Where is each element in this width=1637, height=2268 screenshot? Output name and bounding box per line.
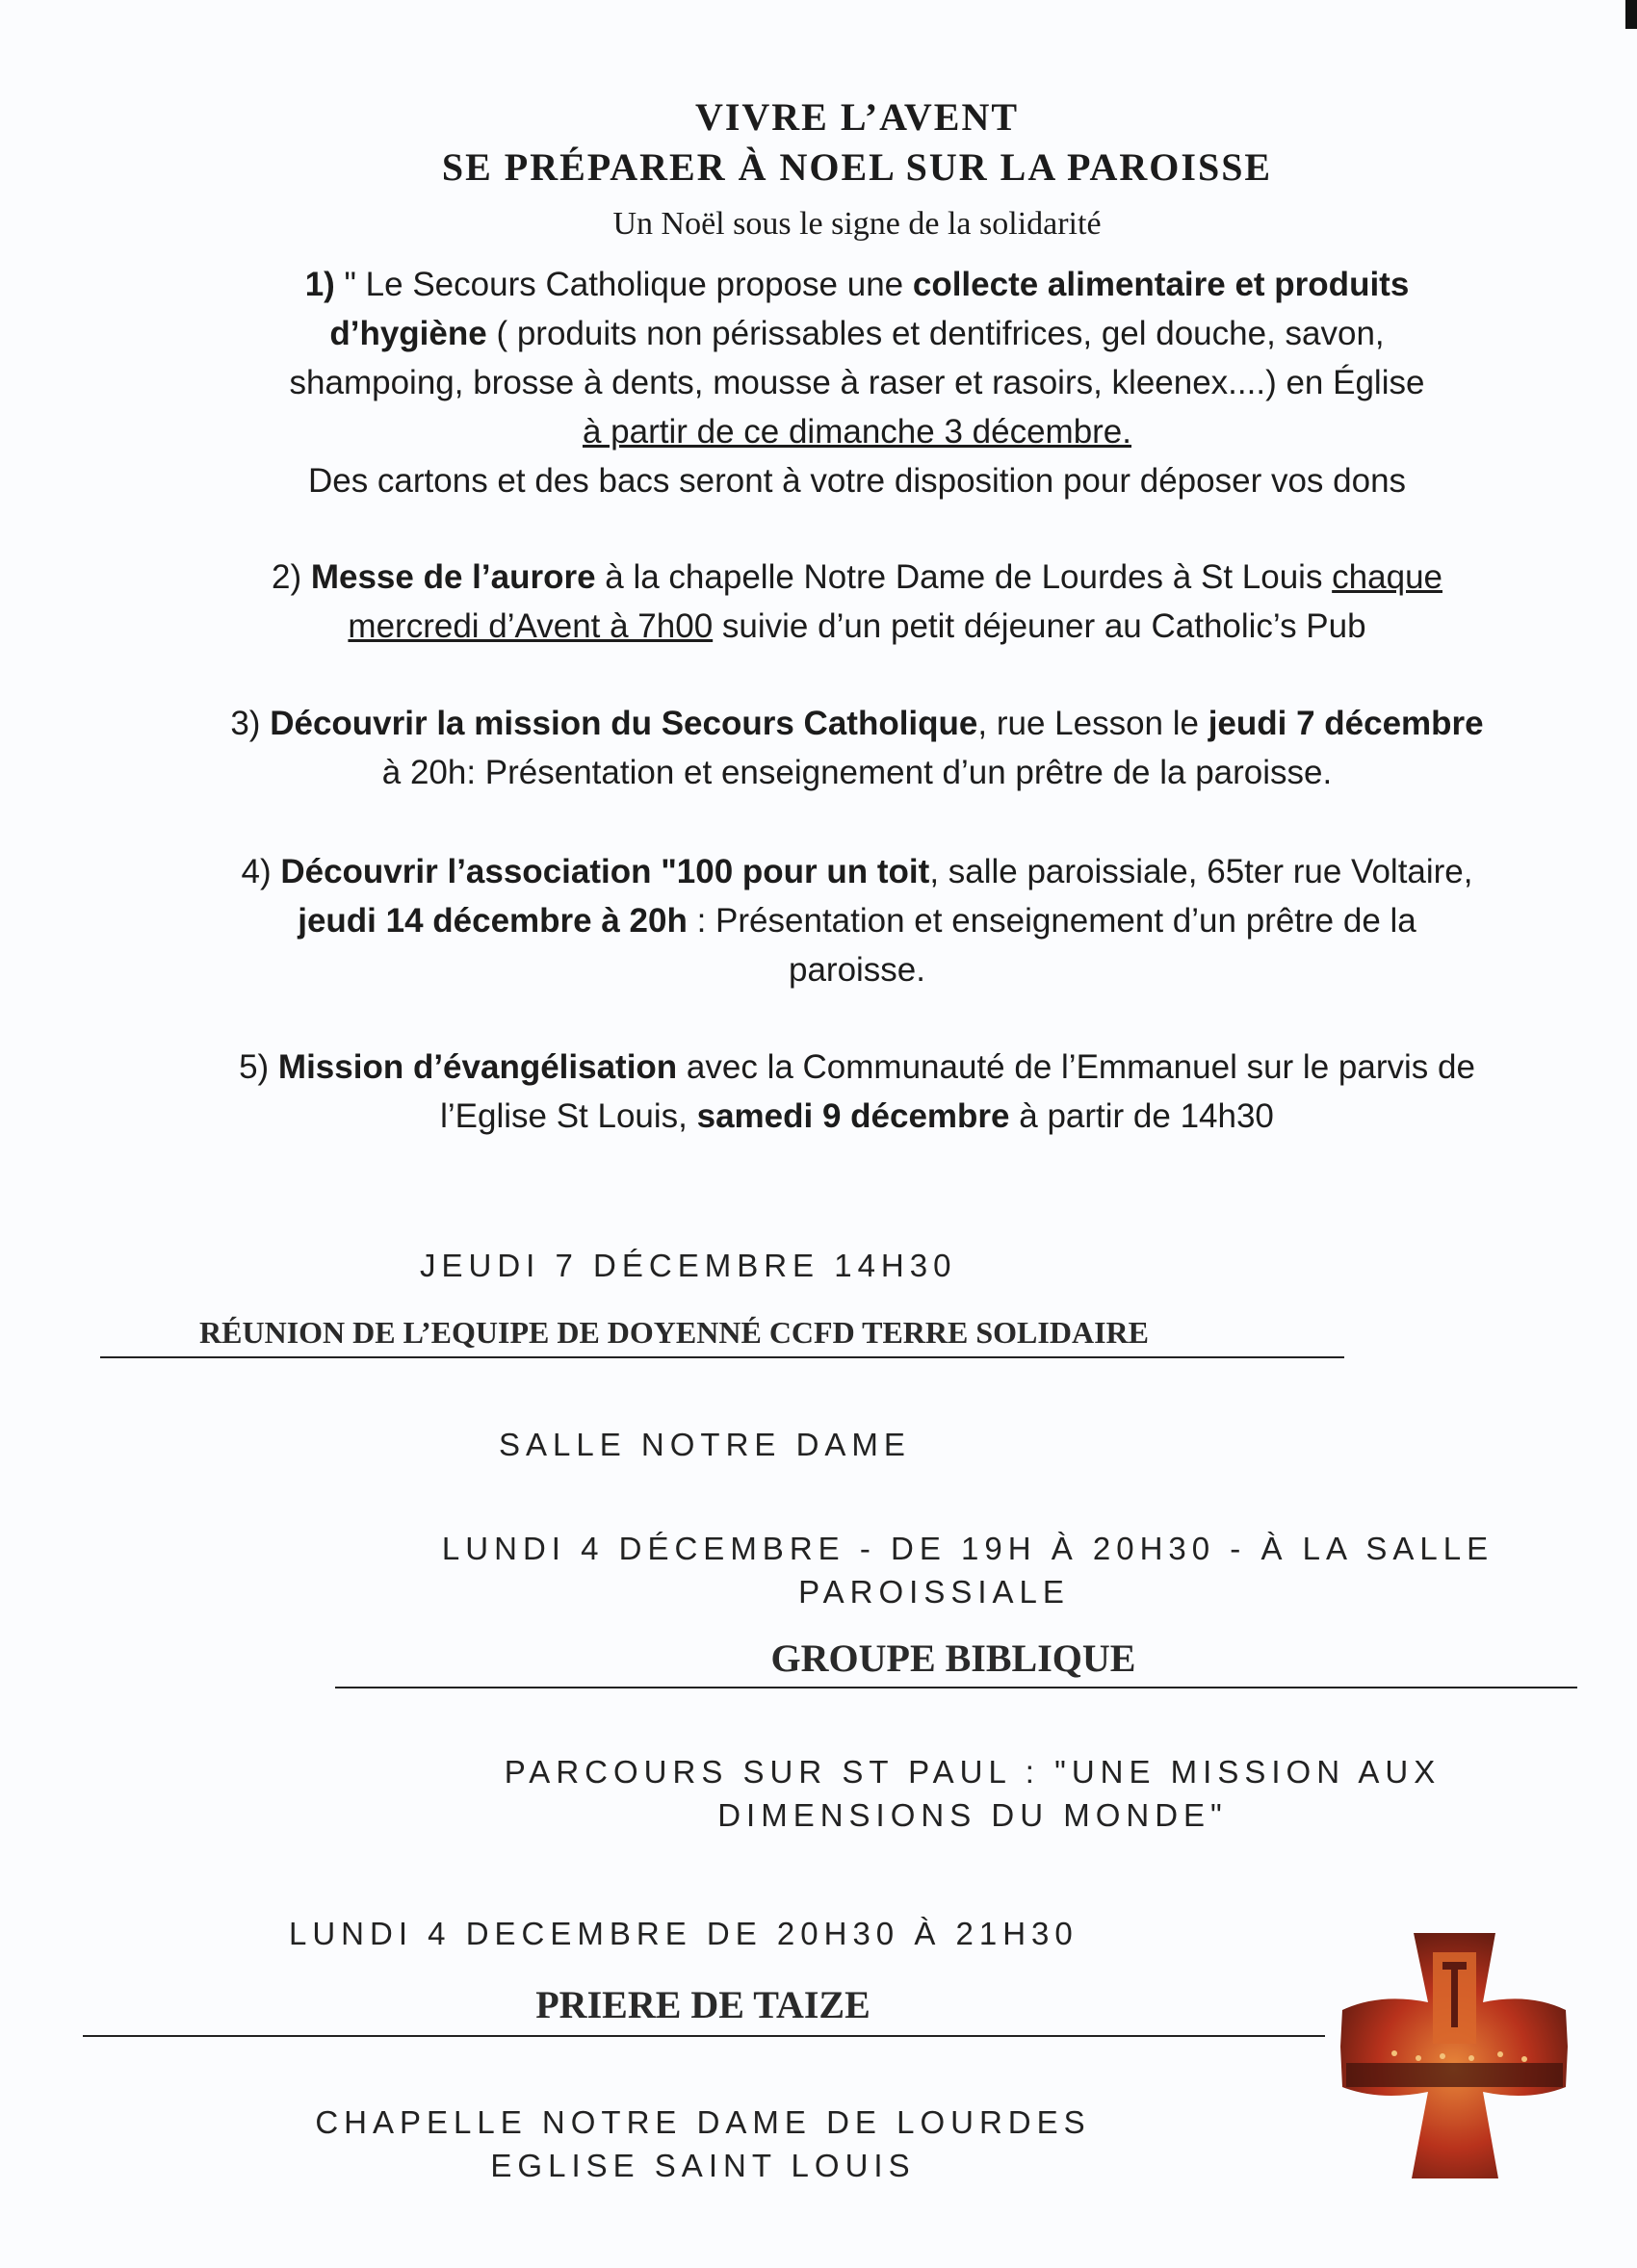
item-5-text-2: l’Eglise St Louis, <box>440 1097 697 1135</box>
item-4-number: 4) <box>241 853 281 890</box>
item-2-bold: Messe de l’aurore <box>310 558 596 596</box>
item-1-bold-1: collecte alimentaire et produits <box>912 266 1410 303</box>
item-3 <box>125 699 1589 797</box>
item-1 <box>183 260 1531 505</box>
item-4-text-2: : Présentation et enseignement d’un prêtre de la <box>687 902 1416 940</box>
item-4-bold-1: Découvrir l’association "100 pour un toit <box>280 853 930 890</box>
item-4-line-3: paroisse. <box>788 951 926 989</box>
taize-title: PRIERE DE TAIZE <box>535 1983 870 2026</box>
item-1-line-5: Des cartons et des bacs seront à votre disposition pour déposer vos dons <box>307 462 1407 500</box>
item-2-text-1: à la chapelle Notre Dame de Lourdes à St Louis <box>595 558 1333 596</box>
item-5-text-1: avec la Communauté de l’Emmanuel sur le parvis de <box>677 1048 1475 1086</box>
item-4-bold-2: jeudi 14 décembre à 20h <box>298 902 688 940</box>
item-1-bold-2: d’hygiène <box>329 315 487 352</box>
item-3-number: 3) <box>230 705 271 742</box>
item-1-number: 1) <box>304 266 335 303</box>
title-line-2: SE PRÉPARER À NOEL SUR LA PAROISSE <box>441 145 1273 189</box>
taize-cross-image <box>1337 1933 1572 2178</box>
item-2-underline-2: mercredi d’Avent à 7h00 <box>348 607 714 645</box>
biblique-title: GROUPE BIBLIQUE <box>770 1637 1136 1680</box>
taize-divider <box>83 2035 1325 2037</box>
taize-date: LUNDI 4 DECEMBRE DE 20H30 À 21H30 <box>289 1916 1078 1951</box>
item-5-number: 5) <box>239 1048 278 1086</box>
item-5-text-3: à partir de 14h30 <box>1009 1097 1274 1135</box>
item-3-line-2: à 20h: Présentation et enseignement d’un prêtre de la paroisse. <box>381 754 1333 791</box>
ccfd-title: RÉUNION DE L’EQUIPE DE DOYENNÉ CCFD TERRE SOLIDAIRE <box>199 1315 1149 1350</box>
ccfd-place: SALLE NOTRE DAME <box>499 1427 911 1462</box>
taize-place-line-2: EGLISE SAINT LOUIS <box>490 2148 916 2183</box>
scan-corner-mark <box>1625 0 1637 29</box>
item-2-text-2: suivie d’un petit déjeuner au Catholic’s Pub <box>713 607 1366 645</box>
item-2-number: 2) <box>271 558 311 596</box>
item-3-bold-1: Découvrir la mission du Secours Catholique <box>270 705 978 742</box>
title-line-1: VIVRE L’AVENT <box>694 95 1020 139</box>
item-4 <box>125 847 1589 994</box>
item-1-rest-1: ( produits non périssables et dentifrices, gel douche, savon, <box>486 315 1385 352</box>
taize-place <box>289 2100 1117 2187</box>
item-1-line-3: shampoing, brosse à dents, mousse à raser et rasoirs, kleenex....) en Église <box>289 364 1425 401</box>
ccfd-divider <box>100 1356 1344 1358</box>
biblique-date-line-2: PAROISSIALE <box>798 1574 1070 1610</box>
taize-place-line-1: CHAPELLE NOTRE DAME DE LOURDES <box>315 2104 1091 2140</box>
item-2 <box>154 553 1560 651</box>
item-1-quote: " Le Secours Catholique propose une <box>334 266 913 303</box>
item-5-bold-1: Mission d’évangélisation <box>277 1048 678 1086</box>
subtitle: Un Noël sous le signe de la solidarité <box>612 206 1102 242</box>
item-5 <box>125 1043 1589 1141</box>
biblique-desc-line-1: PARCOURS SUR ST PAUL : "UNE MISSION AUX <box>504 1754 1442 1790</box>
biblique-desc-line-2: DIMENSIONS DU MONDE" <box>717 1797 1228 1833</box>
biblique-description <box>462 1750 1483 1837</box>
item-3-text-1: , rue Lesson le <box>977 705 1208 742</box>
biblique-date-line-1: LUNDI 4 DÉCEMBRE - DE 19H À 20H30 - À LA SALLE <box>441 1531 1494 1566</box>
item-1-line-1 <box>183 260 1531 309</box>
item-3-bold-2: jeudi 7 décembre <box>1208 705 1484 742</box>
item-4-text-1: , salle paroissiale, 65ter rue Voltaire, <box>929 853 1473 890</box>
item-2-underline-1: chaque <box>1332 558 1442 596</box>
item-1-underlined-date: à partir de ce dimanche 3 décembre. <box>582 413 1132 451</box>
item-5-bold-2: samedi 9 décembre <box>696 1097 1010 1135</box>
biblique-divider <box>335 1687 1577 1688</box>
biblique-date <box>414 1527 1521 1613</box>
item-1-line-2 <box>183 309 1531 358</box>
taize-cross-icon <box>1337 1933 1572 2178</box>
ccfd-date: JEUDI 7 DÉCEMBRE 14H30 <box>420 1248 957 1283</box>
